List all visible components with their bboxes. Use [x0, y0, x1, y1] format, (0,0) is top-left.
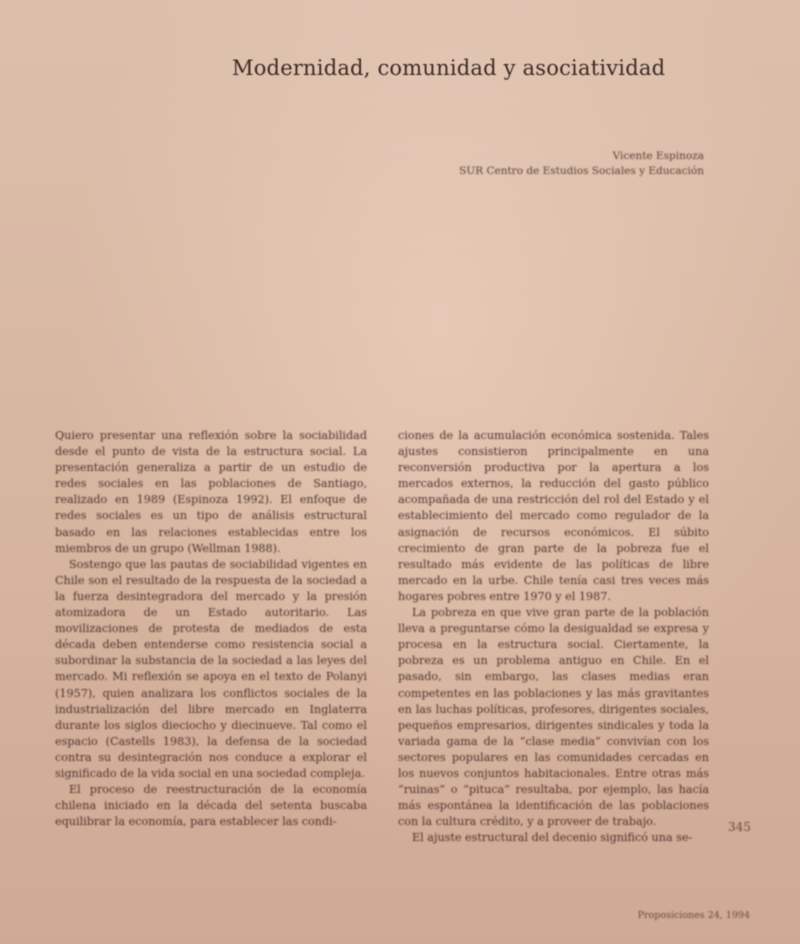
paragraph: El ajuste estructural del decenio significó una se-	[412, 831, 693, 845]
paragraph: La pobreza en que vive gran parte de la población lleva a preguntarse cómo la desigualdad se expresa y procesa en la estructura social. Ciertamente, la pobreza es un problema antiguo en Chile. En el pasado, sin embargo, las clases medias eran competentes en las poblaciones y las más gravitantes en las luchas políticas, profesores, dirigentes sociales, pequeños empresarios, dirigentes sindicales y toda la variada gama de la “clase media” convivían con los sectores populares en las comunidades cercadas en los nuevos conjuntos habitacionales. Entre otras más “ruinas” o “pituca” resultaba, por ejemplo, las hacía más espontánea la identificación de las poblaciones con la cultura crédito, y a proveer de trabajo.	[398, 606, 709, 829]
body-column-left	[55, 428, 367, 830]
article-author: Vicente Espinoza	[612, 150, 704, 162]
journal-footer: Proposiciones 24, 1994	[637, 910, 750, 921]
page-number: 345	[728, 820, 751, 834]
paragraph: Sostengo que las pautas de sociabilidad vigentes en Chile son el resultado de la respuesta de la sociedad a la fuerza desintegradora del mercado y la presión atomizadora de un Estado autoritario. Las movilizaciones de protesta de mediados de esta década deben entenderse como resistencia social a subordinar la substancia de la sociedad a las leyes del mercado. Mi reflexión se apoya en el texto de Polanyi (1957), quien analizara los conflictos sociales de la industrialización del libre mercado en Inglaterra durante los siglos dieciocho y diecinueve. Tal como el espacio (Castells 1983), la defensa de la sociedad contra su desintegración nos conduce a explorar el significado de la vida social en una sociedad compleja.	[55, 557, 367, 780]
article-title: Modernidad, comunidad y asociatividad	[232, 56, 666, 80]
paragraph: Quiero presentar una reflexión sobre la sociabilidad desde el punto de vista de la estructura social. La presentación generaliza a partir de un estudio de redes sociales en las poblaciones de Santiago, realizado en 1989 (Espinoza 1992). El enfoque de redes sociales es un tipo de análisis estructural basado en las relaciones establecidas entre los miembros de un grupo (Wellman 1988).	[55, 429, 367, 555]
paragraph: El proceso de reestructuración de la economía chilena iniciado en la década del setenta buscaba equilibrar la economía, para establecer las condi-	[55, 783, 367, 829]
body-column-right	[398, 428, 709, 846]
author-affiliation: SUR Centro de Estudios Sociales y Educación	[459, 165, 704, 177]
paragraph: ciones de la acumulación económica sostenida. Tales ajustes consistieron principalmente en una reconversión productiva por la apertura a los mercados externos, la reducción del gasto público acompañada de una restricción del rol del Estado y el establecimiento del mercado como regulador de la asignación de recursos económicos. El súbito crecimiento de gran parte de la pobreza fue el resultado más evidente de las políticas de libre mercado en la urbe. Chile tenía casi tres veces más hogares pobres entre 1970 y el 1987.	[398, 429, 709, 603]
